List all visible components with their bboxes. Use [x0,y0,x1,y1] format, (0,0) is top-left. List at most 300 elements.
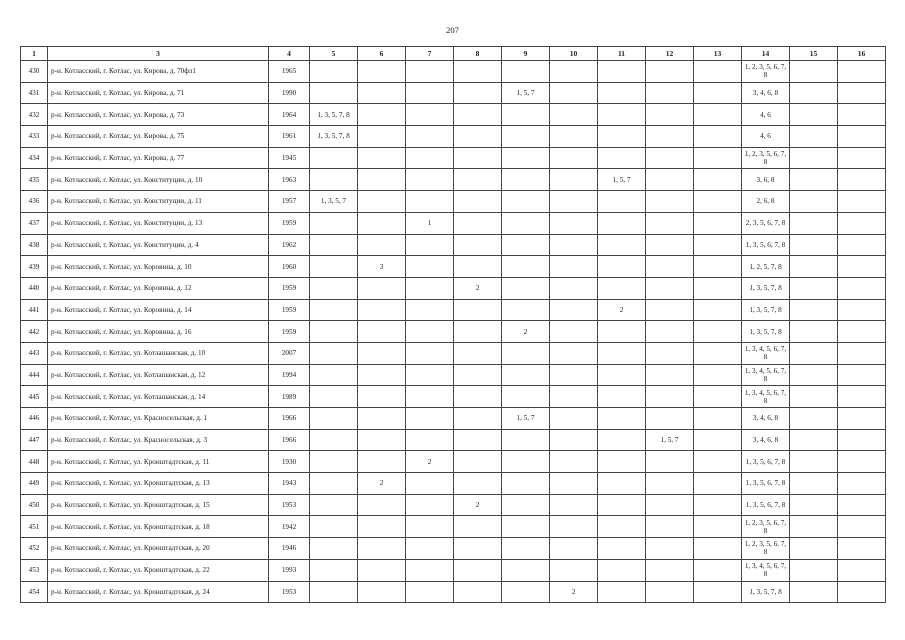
table-cell [310,299,358,321]
table-cell [598,234,646,256]
table-cell [694,299,742,321]
table-cell [502,299,550,321]
table-cell [550,234,598,256]
year-cell: 1945 [269,147,310,169]
table-cell: 1, 2, 3, 5, 6, 7, 8 [742,538,790,560]
address-cell: р-н. Котласский, г. Котлас, ул. Кирова, д. 75 [48,126,269,148]
table-row [21,364,886,386]
table-cell [454,451,502,473]
table-cell [838,408,886,430]
table-cell [406,61,454,83]
table-cell [502,256,550,278]
address-cell: р-н. Котласский, г. Котлас, ул. Красносельская, д. 1 [48,408,269,430]
table-cell [550,408,598,430]
table-cell [406,256,454,278]
table-cell [406,299,454,321]
table-cell: 3, 4, 6, 8 [742,408,790,430]
address-cell: р-н. Котласский, г. Котлас, ул. Кронштадтская, д. 22 [48,559,269,581]
row-number-cell: 451 [21,516,48,538]
table-cell [502,581,550,603]
table-cell [358,126,406,148]
year-cell: 1960 [269,256,310,278]
table-cell [550,212,598,234]
table-cell [790,364,838,386]
table-cell [406,126,454,148]
table-cell [598,82,646,104]
table-cell [646,234,694,256]
table-row [21,104,886,126]
table-cell [838,494,886,516]
table-cell [646,473,694,495]
table-cell [694,147,742,169]
table-cell [406,277,454,299]
table-cell [358,516,406,538]
table-cell [502,169,550,191]
table-cell [598,386,646,408]
table-cell [310,429,358,451]
table-cell [406,169,454,191]
table-cell: 1, 3, 4, 5, 6, 7, 8 [742,364,790,386]
row-number-cell: 447 [21,429,48,451]
table-cell [454,104,502,126]
column-header: 7 [406,47,454,61]
row-number-cell: 452 [21,538,48,560]
address-cell: р-н. Котласский, г. Котлас, ул. Конституции, д. 13 [48,212,269,234]
table-cell: 1, 3, 5, 7, 8 [310,104,358,126]
table-body [21,61,886,603]
table-cell [694,516,742,538]
table-cell [646,364,694,386]
table-cell [646,538,694,560]
table-cell [502,126,550,148]
table-cell [598,212,646,234]
table-cell [598,104,646,126]
address-cell: р-н. Котласский, г. Котлас, ул. Конституции, д. 10 [48,169,269,191]
table-cell [310,234,358,256]
table-cell [454,299,502,321]
table-cell [502,494,550,516]
table-cell: 1, 3, 5, 7, 8 [742,299,790,321]
column-header: 8 [454,47,502,61]
table-cell [598,408,646,430]
table-cell [310,256,358,278]
table-cell [358,299,406,321]
table-cell [646,191,694,213]
table-cell: 1, 3, 4, 5, 6, 7, 8 [742,386,790,408]
table-cell [406,473,454,495]
row-number-cell: 441 [21,299,48,321]
table-cell [838,581,886,603]
table-cell [598,191,646,213]
table-cell [838,299,886,321]
year-cell: 1993 [269,559,310,581]
row-number-cell: 434 [21,147,48,169]
year-cell: 1942 [269,516,310,538]
year-cell: 1964 [269,104,310,126]
table-cell [358,147,406,169]
table-cell [502,559,550,581]
table-cell [694,429,742,451]
table-cell [790,212,838,234]
table-cell: 2 [598,299,646,321]
table-cell [598,494,646,516]
table-cell: 3, 4, 6, 8 [742,82,790,104]
table-cell [454,559,502,581]
table-cell [646,559,694,581]
table-cell [502,277,550,299]
table-cell [550,256,598,278]
table-cell [550,559,598,581]
table-cell [838,342,886,364]
table-row [21,473,886,495]
table-row [21,277,886,299]
year-cell: 1959 [269,299,310,321]
table-cell [598,126,646,148]
address-cell: р-н. Котласский, г. Котлас, ул. Кронштадтская, д. 20 [48,538,269,560]
table-cell [598,559,646,581]
table-cell [550,147,598,169]
table-cell: 1, 3, 5, 7 [310,191,358,213]
table-cell [646,299,694,321]
year-cell: 1957 [269,191,310,213]
table-cell [406,104,454,126]
table-cell [838,364,886,386]
year-cell: 1959 [269,277,310,299]
table-cell [550,473,598,495]
row-number-cell: 450 [21,494,48,516]
table-cell [598,61,646,83]
year-cell: 1953 [269,494,310,516]
table-cell [550,364,598,386]
table-cell: 1, 3, 5, 6, 7, 8 [742,473,790,495]
table-cell [358,451,406,473]
table-cell [310,212,358,234]
table-cell [550,82,598,104]
table-row [21,581,886,603]
address-cell: р-н. Котласский, г. Котлас, ул. Конституции, д. 4 [48,234,269,256]
row-number-cell: 438 [21,234,48,256]
table-row [21,299,886,321]
table-cell [406,147,454,169]
table-cell [694,408,742,430]
table-cell [598,342,646,364]
table-cell [454,364,502,386]
column-header: 12 [646,47,694,61]
table-cell: 2, 3, 5, 6, 7, 8 [742,212,790,234]
table-cell [358,559,406,581]
year-cell: 1962 [269,234,310,256]
table-cell: 1, 3, 5, 7, 8 [742,277,790,299]
table-cell [790,234,838,256]
table-cell [694,494,742,516]
year-cell: 1990 [269,82,310,104]
table-cell [646,256,694,278]
table-row [21,82,886,104]
table-cell [454,169,502,191]
table-cell [454,256,502,278]
address-cell: р-н. Котласский, г. Котлас, ул. Коровина, д. 10 [48,256,269,278]
table-cell [550,104,598,126]
table-row [21,169,886,191]
table-row [21,321,886,343]
table-cell [454,473,502,495]
table-cell [310,494,358,516]
table-cell [358,234,406,256]
table-cell [358,277,406,299]
year-cell: 1959 [269,321,310,343]
table-cell [694,342,742,364]
table-cell [406,386,454,408]
table-cell [790,104,838,126]
table-cell [358,321,406,343]
row-number-cell: 430 [21,61,48,83]
table-cell [550,538,598,560]
table-cell [502,538,550,560]
table-cell: 1, 5, 7 [502,408,550,430]
table-cell [406,516,454,538]
table-cell [838,321,886,343]
table-cell: 2 [358,473,406,495]
table-cell [406,429,454,451]
year-cell: 1953 [269,581,310,603]
table-cell [358,342,406,364]
year-cell: 1943 [269,473,310,495]
table-cell [694,473,742,495]
table-cell [838,277,886,299]
table-cell [838,538,886,560]
table-cell [838,516,886,538]
table-cell [790,256,838,278]
row-number-cell: 437 [21,212,48,234]
table-cell [694,256,742,278]
table-cell: 1, 2, 3, 5, 6, 7, 8 [742,516,790,538]
table-cell [694,581,742,603]
header-row [21,47,886,61]
address-cell: р-н. Котласский, г. Котлас, ул. Кирова, д. 73 [48,104,269,126]
table-cell [550,451,598,473]
table-cell [598,147,646,169]
table-cell [550,169,598,191]
table-cell [598,473,646,495]
table-cell [598,451,646,473]
table-cell [454,581,502,603]
table-cell [502,147,550,169]
table-cell [310,451,358,473]
row-number-cell: 445 [21,386,48,408]
table-cell [502,212,550,234]
table-cell [646,126,694,148]
table-row [21,212,886,234]
table-cell [598,321,646,343]
table-cell [454,191,502,213]
table-cell [502,516,550,538]
table-cell [790,516,838,538]
table-cell [550,516,598,538]
row-number-cell: 454 [21,581,48,603]
table-cell [358,82,406,104]
column-header: 3 [48,47,269,61]
table-cell [454,126,502,148]
table-cell [790,559,838,581]
table-cell [790,61,838,83]
table-cell: 3 [358,256,406,278]
table-cell [646,61,694,83]
table-cell [550,191,598,213]
table-cell [790,538,838,560]
table-cell [790,147,838,169]
table-cell [454,212,502,234]
year-cell: 1963 [269,169,310,191]
column-header: 11 [598,47,646,61]
table-row [21,61,886,83]
table-cell [502,191,550,213]
table-cell [838,191,886,213]
table-cell [790,82,838,104]
table-cell: 1, 3, 5, 6, 7, 8 [742,451,790,473]
table-cell [790,126,838,148]
table-row [21,234,886,256]
table-cell: 4, 6 [742,126,790,148]
table-cell [838,212,886,234]
registry-table [20,46,886,603]
table-cell [406,82,454,104]
table-row [21,408,886,430]
row-number-cell: 431 [21,82,48,104]
table-cell [502,234,550,256]
table-cell [358,364,406,386]
row-number-cell: 435 [21,169,48,191]
table-cell: 1, 2, 3, 5, 6, 7, 8 [742,61,790,83]
table-cell [454,408,502,430]
row-number-cell: 446 [21,408,48,430]
table-cell [694,82,742,104]
row-number-cell: 444 [21,364,48,386]
table-cell [598,256,646,278]
table-cell [598,364,646,386]
table-cell [694,126,742,148]
table-cell [358,191,406,213]
table-cell: 1, 5, 7 [646,429,694,451]
table-cell [838,451,886,473]
table-row [21,451,886,473]
table-cell: 1, 5, 7 [502,82,550,104]
table-cell [454,234,502,256]
column-header: 14 [742,47,790,61]
table-cell [454,61,502,83]
table-cell [598,429,646,451]
table-cell [502,104,550,126]
table-cell: 2 [406,451,454,473]
table-cell [694,364,742,386]
table-cell [838,104,886,126]
table-cell [358,386,406,408]
table-cell: 1, 2, 3, 5, 6, 7, 8 [742,147,790,169]
table-cell [550,299,598,321]
table-row [21,538,886,560]
table-cell [550,61,598,83]
table-cell [790,386,838,408]
row-number-cell: 448 [21,451,48,473]
table-row [21,516,886,538]
table-cell [310,408,358,430]
table-row [21,559,886,581]
table-cell: 3, 6, 8 [742,169,790,191]
table-cell [550,386,598,408]
table-row [21,256,886,278]
year-cell: 1966 [269,429,310,451]
table-cell [838,61,886,83]
table-row [21,342,886,364]
table-cell [406,581,454,603]
table-cell: 2 [454,494,502,516]
table-cell [358,538,406,560]
year-cell: 1989 [269,386,310,408]
table-cell [646,82,694,104]
year-cell: 2007 [269,342,310,364]
table-cell [838,147,886,169]
table-cell [790,429,838,451]
table-cell [694,321,742,343]
table-cell [406,538,454,560]
column-header: 9 [502,47,550,61]
table-cell [454,429,502,451]
row-number-cell: 442 [21,321,48,343]
table-cell [310,277,358,299]
column-header: 4 [269,47,310,61]
address-cell: р-н. Котласский, г. Котлас, ул. Котлашанская, д. 10 [48,342,269,364]
column-header: 15 [790,47,838,61]
table-cell: 1, 3, 4, 5, 6, 7, 8 [742,559,790,581]
table-cell [358,169,406,191]
table-cell [502,429,550,451]
address-cell: р-н. Котласский, г. Котлас, ул. Коровина, д. 14 [48,299,269,321]
table-cell [838,169,886,191]
row-number-cell: 432 [21,104,48,126]
table-cell [694,538,742,560]
row-number-cell: 453 [21,559,48,581]
table-cell [550,277,598,299]
table-cell [646,104,694,126]
year-cell: 1994 [269,364,310,386]
table-cell [454,538,502,560]
table-cell [790,581,838,603]
table-cell [646,408,694,430]
table-cell [406,408,454,430]
table-cell [694,212,742,234]
table-row [21,147,886,169]
table-cell: 1 [406,212,454,234]
table-cell [454,516,502,538]
column-header: 10 [550,47,598,61]
table-cell [310,321,358,343]
table-cell [310,147,358,169]
table-cell [310,386,358,408]
table-cell [310,516,358,538]
table-cell [598,538,646,560]
table-cell [790,494,838,516]
table-cell [502,342,550,364]
table-cell [838,126,886,148]
table-cell: 4, 6 [742,104,790,126]
table-cell [646,494,694,516]
table-cell [694,104,742,126]
table-cell: 2, 6, 8 [742,191,790,213]
table-cell [310,559,358,581]
table-cell [358,104,406,126]
table-cell [454,342,502,364]
table-cell [646,212,694,234]
table-cell [358,494,406,516]
